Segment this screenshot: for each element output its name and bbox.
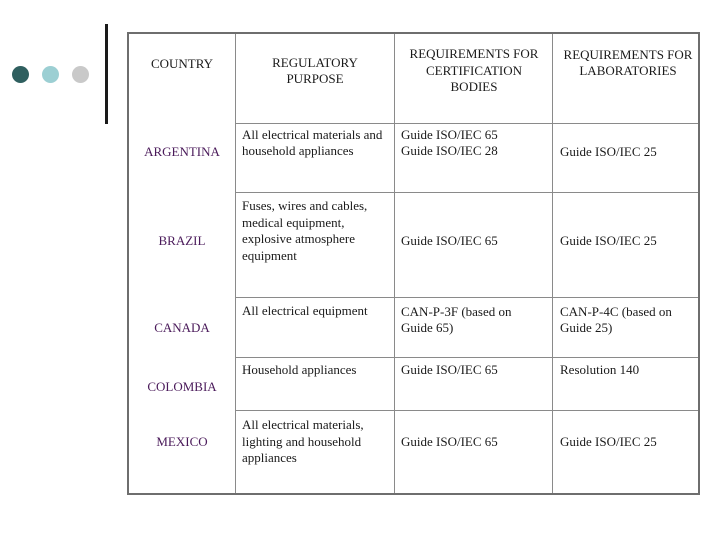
dot-dark-icon: [12, 66, 29, 83]
slide-bullet-dots: [12, 66, 92, 84]
column-divider: [552, 34, 553, 493]
row-divider: [235, 297, 698, 298]
header-laboratories: REQUIREMENTS FOR LABORATORIES: [563, 46, 693, 78]
country-canada: CANADA: [154, 319, 210, 335]
row-divider: [235, 357, 698, 358]
laboratories-cell: CAN-P-4C (based on Guide 25): [560, 303, 672, 335]
purpose-cell: All electrical materials and household appliances: [242, 126, 383, 158]
cert-bodies-cell: Guide ISO/IEC 65: [401, 361, 498, 377]
country-brazil: BRAZIL: [158, 232, 206, 248]
country-argentina: ARGENTINA: [144, 143, 220, 159]
country-colombia: COLOMBIA: [147, 378, 217, 394]
cert-bodies-cell: CAN-P-3F (based on Guide 65): [401, 303, 512, 335]
cert-bodies-cell: Guide ISO/IEC 65: [401, 433, 498, 449]
purpose-cell: Household appliances: [242, 361, 357, 377]
column-divider: [394, 34, 395, 493]
country-mexico: MEXICO: [156, 433, 208, 449]
header-certification-bodies: REQUIREMENTS FOR CERTIFICATION BODIES: [409, 46, 539, 95]
regulation-table: [127, 32, 700, 495]
dot-gray-icon: [72, 66, 89, 83]
title-divider-bar: [105, 24, 108, 124]
purpose-cell: All electrical materials, lighting and household appliances: [242, 417, 364, 466]
cert-bodies-cell: Guide ISO/IEC 65 Guide ISO/IEC 28: [401, 126, 498, 158]
header-country: COUNTRY: [150, 55, 214, 71]
laboratories-cell: Guide ISO/IEC 25: [560, 232, 657, 248]
dot-light-blue-icon: [42, 66, 59, 83]
purpose-cell: All electrical equipment: [242, 302, 368, 318]
column-divider: [235, 34, 236, 493]
laboratories-cell: Guide ISO/IEC 25: [560, 143, 657, 159]
header-regulatory-purpose: REGULATORY PURPOSE: [272, 54, 358, 86]
row-divider: [235, 410, 698, 411]
laboratories-cell: Resolution 140: [560, 361, 640, 377]
laboratories-cell: Guide ISO/IEC 25: [560, 433, 657, 449]
purpose-cell: Fuses, wires and cables, medical equipment, explosive atmosphere equipment: [242, 198, 368, 263]
cert-bodies-cell: Guide ISO/IEC 65: [401, 232, 498, 248]
row-divider: [235, 192, 698, 193]
